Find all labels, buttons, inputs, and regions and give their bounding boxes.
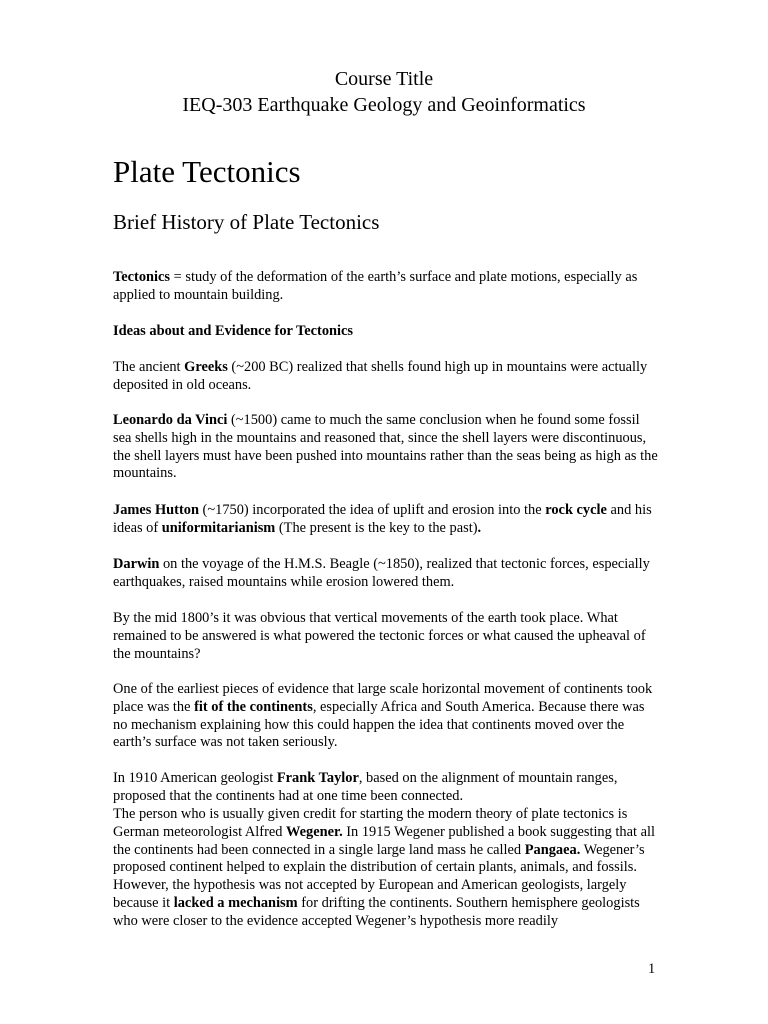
mid-1800s-paragraph: By the mid 1800’s it was obvious that vertical movements of the earth took place. What remained to be answered is what powered the tectonic forces or what caused the upheaval of the mountains? [113, 610, 646, 662]
lacked-mechanism-bold: lacked a mechanism [173, 894, 298, 911]
greeks-bold: Greeks [184, 359, 228, 375]
tectonics-definition: = study of the deformation of the earth’s surface and plate motions, especially as applied to mountain building. [113, 269, 638, 303]
wegener-text-3: Wegener’s proposed continent helped to explain the distribution of certain plants, animals, and fossils. However, the hypothesis was not accepted by European and American geologists, largely because it [113, 841, 645, 911]
wegener-text-4: for drifting the continents. Southern hemisphere geologists who were closer to the evidence accepted Wegener’s hypothesis more readily [113, 894, 640, 929]
wegener-bold: Wegener. [286, 823, 343, 840]
greeks-text-1: The ancient [113, 359, 185, 375]
hutton-period: . [477, 519, 482, 536]
davinci-paragraph [113, 412, 658, 483]
uniformitarianism-bold: uniformitarianism [161, 519, 276, 536]
darwin-bold: Darwin [113, 556, 160, 572]
taylor-text-2: , based on the alignment of mountain ranges, proposed that the continents had at one time been connected. [113, 770, 618, 804]
page-title: Plate Tectonics [113, 154, 301, 189]
hutton-bold: James Hutton [113, 502, 199, 518]
greeks-text-2: (~200 BC) realized that shells found high up in mountains were actually deposited in old oceans. [113, 359, 648, 393]
taylor-text-1: In 1910 American geologist [113, 770, 277, 786]
hutton-text-3: (The present is the key to the past) [275, 519, 478, 536]
taylor-paragraph [113, 770, 658, 806]
course-name: IEQ-303 Earthquake Geology and Geoinformatics [182, 94, 586, 116]
page-number: 1 [648, 961, 656, 977]
course-title-label: Course Title [334, 68, 434, 90]
fit-text-1: One of the earliest pieces of evidence that large scale horizontal movement of continents took place was the [113, 681, 653, 715]
hutton-paragraph [113, 502, 658, 538]
fit-text-2: , especially Africa and South America. Because there was no mechanism explaining how this could happen the idea that continents moved over the earth’s surface was not taken seriously. [113, 698, 645, 751]
wegener-text-2: In 1915 Wegener published a book suggesting that all the continents had been connected in a single large land mass he called [113, 823, 655, 858]
wegener-paragraph [113, 806, 658, 931]
hutton-text-2: and his ideas of [113, 502, 652, 536]
wegener-text-1: The person who is usually given credit for starting the modern theory of plate tectonics is German meteorologist Alfred [113, 806, 628, 840]
pangaea-bold: Pangaea. [524, 841, 581, 858]
fit-bold: fit of the continents [194, 698, 313, 715]
greeks-paragraph [113, 359, 658, 395]
page-subtitle: Brief History of Plate Tectonics [113, 210, 380, 234]
darwin-text: on the voyage of the H.M.S. Beagle (~1850), realized that tectonic forces, especially earthquakes, raised mountains while erosion lowered them. [113, 556, 650, 590]
davinci-bold: Leonardo da Vinci [113, 412, 228, 428]
rock-cycle-bold: rock cycle [545, 502, 607, 518]
taylor-bold: Frank Taylor [276, 770, 359, 786]
hutton-text-1: (~1750) incorporated the idea of uplift and erosion into the [198, 502, 546, 518]
section-heading: Ideas about and Evidence for Tectonics [113, 323, 354, 339]
tectonics-definition-paragraph [113, 269, 658, 305]
davinci-text: (~1500) came to much the same conclusion when he found some fossil sea shells high in the mountains and reasoned that, since the shell layers were discontinuous, the shell layers must have been pushed into mountains rather than the seas being as high as the mountains. [113, 412, 658, 482]
darwin-paragraph [113, 556, 658, 592]
tectonics-term: Tectonics [113, 269, 171, 285]
fit-of-continents-paragraph [113, 681, 658, 752]
